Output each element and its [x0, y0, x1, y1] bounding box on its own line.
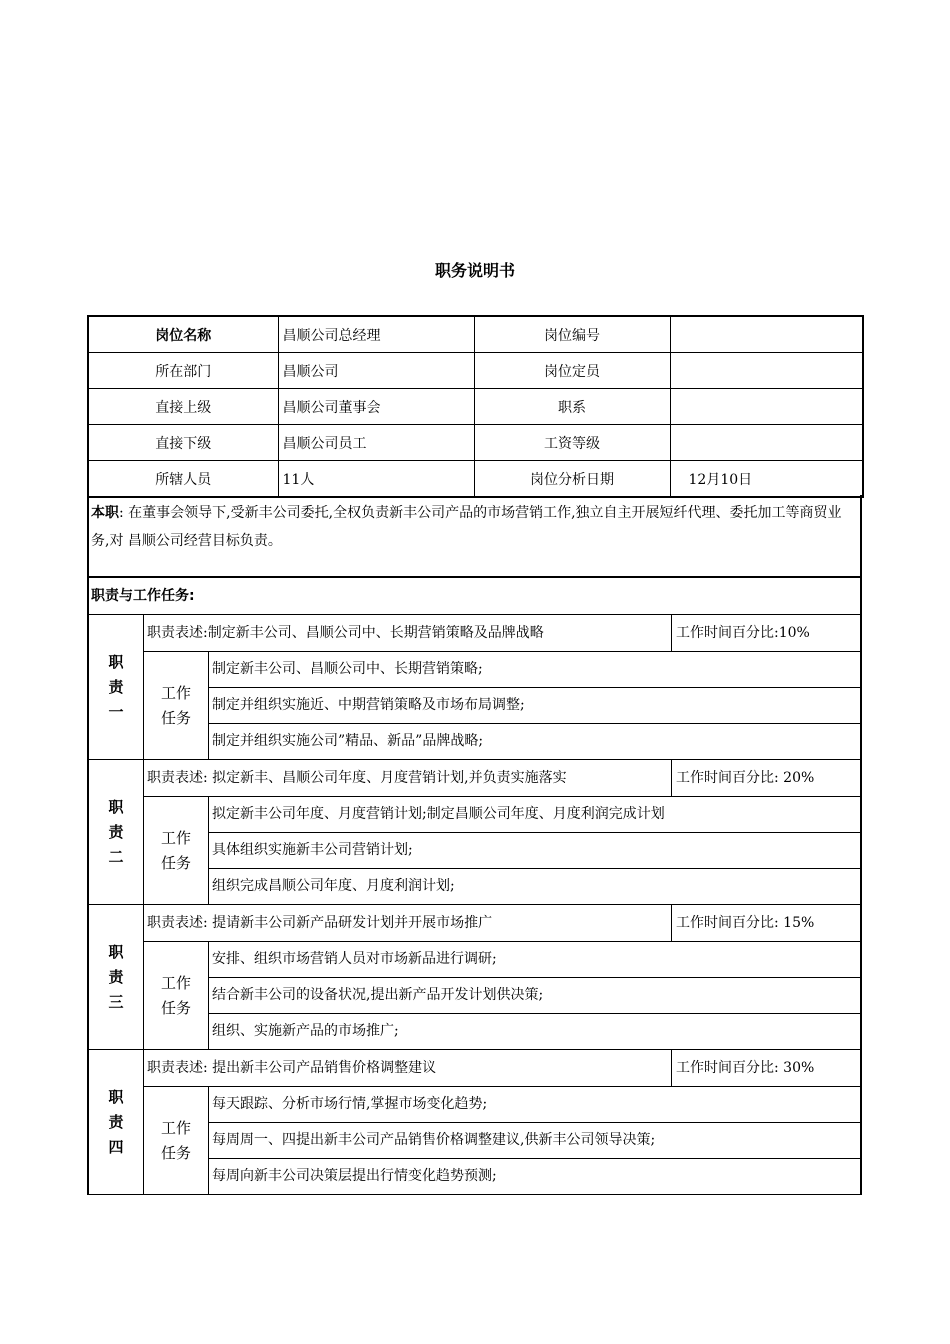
- info-value: 昌顺公司: [278, 353, 474, 389]
- duty-description: 职责表述: 提出新丰公司产品销售价格调整建议: [144, 1050, 672, 1086]
- task-group: [144, 797, 860, 904]
- position-info-table: [87, 315, 864, 498]
- info-label: 岗位名称: [88, 316, 278, 353]
- info-label: 岗位定员: [474, 353, 670, 389]
- duty-description-row: [144, 760, 860, 797]
- duty-number: 职 责 二: [89, 760, 144, 904]
- duty-description-row: [144, 615, 860, 652]
- duties-section: [87, 576, 862, 1195]
- duty-description: 职责表述:制定新丰公司、昌顺公司中、长期营销策略及品牌战略: [144, 615, 672, 651]
- info-label: 直接上级: [88, 389, 278, 425]
- info-value: 昌顺公司董事会: [278, 389, 474, 425]
- duty-number: 职 责 三: [89, 905, 144, 1049]
- task-item: 每周周一、四提出新丰公司产品销售价格调整建议,供新丰公司领导决策;: [209, 1123, 860, 1159]
- info-value: [670, 389, 863, 425]
- duty-number: 职 责 四: [89, 1050, 144, 1194]
- task-label: 工作 任务: [144, 942, 209, 1049]
- info-value: 11人: [278, 461, 474, 498]
- info-row: [88, 425, 863, 461]
- task-item: 组织、实施新产品的市场推广;: [212, 1023, 399, 1039]
- task-item: 每天跟踪、分析市场行情,掌握市场变化趋势;: [209, 1087, 860, 1123]
- task-item: 制定并组织实施近、中期营销策略及市场布局调整;: [209, 688, 860, 724]
- task-item: 具体组织实施新丰公司营销计划;: [209, 833, 860, 869]
- info-value: 昌顺公司总经理: [278, 316, 474, 353]
- task-item: 组织完成昌顺公司年度、月度利润计划;: [212, 878, 455, 894]
- info-row: [88, 461, 863, 498]
- duty-number: 职 责 一: [89, 615, 144, 759]
- task-item: 制定新丰公司、昌顺公司中、长期营销策略;: [209, 652, 860, 688]
- job-summary-text: : 在董事会领导下,受新丰公司委托,全权负责新丰公司产品的市场营销工作,独立自主开展短纤代理、委托加工等商贸业务,对 昌顺公司经营目标负责。: [91, 505, 842, 549]
- duty-block: [89, 1050, 860, 1195]
- info-value: 昌顺公司员工: [278, 425, 474, 461]
- info-value: 12月10日: [670, 461, 863, 498]
- task-group: [144, 1087, 860, 1194]
- duty-block: [89, 760, 860, 905]
- info-row: [88, 316, 863, 353]
- document-title: 职务说明书: [434, 261, 515, 280]
- duty-time-percent: 工作时间百分比:10%: [676, 625, 810, 641]
- task-label: 工作 任务: [144, 797, 209, 904]
- info-label: 工资等级: [474, 425, 670, 461]
- duty-description-row: [144, 1050, 860, 1087]
- info-row: [88, 353, 863, 389]
- task-item: 拟定新丰公司年度、月度营销计划;制定昌顺公司年度、月度利润完成计划: [209, 797, 860, 833]
- duty-description: 职责表述: 拟定新丰、昌顺公司年度、月度营销计划,并负责实施落实: [144, 760, 672, 796]
- info-label: 直接下级: [88, 425, 278, 461]
- info-row: [88, 389, 863, 425]
- info-label: 所在部门: [88, 353, 278, 389]
- duties-header: 职责与工作任务:: [89, 578, 860, 615]
- duty-description: 职责表述: 提请新丰公司新产品研发计划并开展市场推广: [144, 905, 672, 941]
- task-item: 结合新丰公司的设备状况,提出新产品开发计划供决策;: [209, 978, 860, 1014]
- duty-time-percent: 工作时间百分比: 15%: [676, 915, 815, 931]
- info-value: [670, 425, 863, 461]
- info-label: 岗位编号: [474, 316, 670, 353]
- info-value: [670, 353, 863, 389]
- job-summary: [87, 495, 862, 577]
- task-item: 安排、组织市场营销人员对市场新品进行调研;: [209, 942, 860, 978]
- task-item: 制定并组织实施公司”精品、新品”品牌战略;: [212, 733, 484, 749]
- info-value: [670, 316, 863, 353]
- duty-block: [89, 905, 860, 1050]
- task-group: [144, 942, 860, 1049]
- task-item: 每周向新丰公司决策层提出行情变化趋势预测;: [212, 1168, 497, 1184]
- task-label: 工作 任务: [144, 1087, 209, 1194]
- info-label: 岗位分析日期: [474, 461, 670, 498]
- duty-time-percent: 工作时间百分比: 30%: [676, 1060, 815, 1076]
- duty-time-percent: 工作时间百分比: 20%: [676, 770, 815, 786]
- info-label: 所辖人员: [88, 461, 278, 498]
- task-group: [144, 652, 860, 759]
- task-label: 工作 任务: [144, 652, 209, 759]
- duty-description-row: [144, 905, 860, 942]
- info-label: 职系: [474, 389, 670, 425]
- job-summary-label: 本职: [91, 505, 119, 521]
- duty-block: [89, 615, 860, 760]
